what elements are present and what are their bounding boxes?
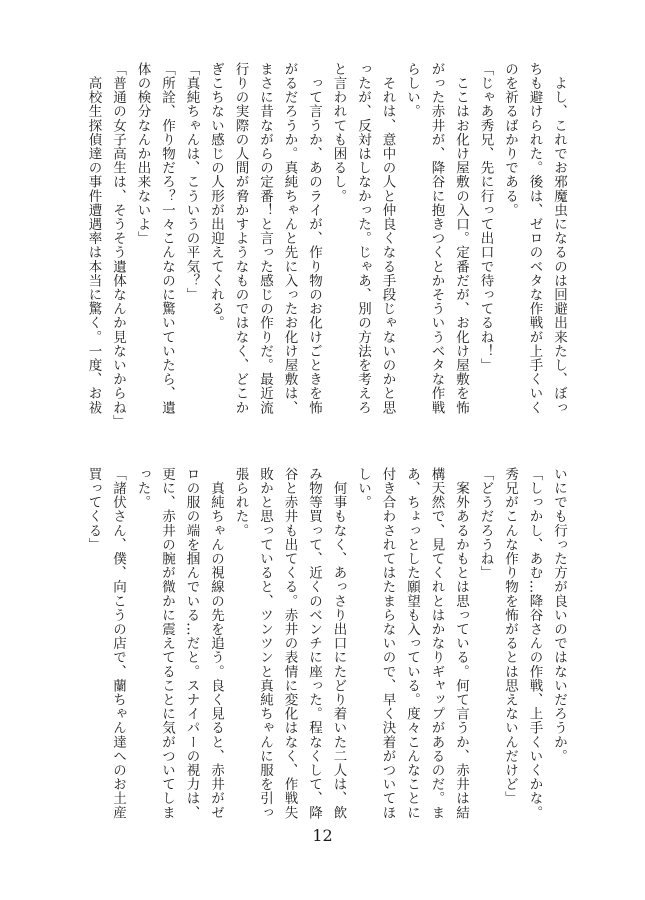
text-line: と言われても困るし。 [330,62,347,203]
text-line: いにでも行った方が良いのではないだろうか。 [551,467,567,764]
text-line: ここはお化け屋敷の入口。定番だが、お化け屋敷を怖 [453,62,469,415]
text-line: 「所詮、作り物だろ？一々こんなのに驚いていたら、遺 [159,62,175,415]
text-line: 「諸伏さん、僕、向こうの店で、蘭ちゃん達へのお土産 [110,467,126,820]
text-line: って言うか、あのライが、作り物のお化けごときを怖 [306,62,322,415]
text-line: 高校生探偵達の事件遭遇率は本当に驚く。一度、お祓 [85,62,102,415]
text-line: よし、これでお邪魔虫になるのは回避出来たし、ぼっ [551,62,567,415]
text-line: がるだろうか。真純ちゃんと先に入ったお化け屋敷は、 [281,62,298,415]
page-number: 12 [312,826,333,845]
text-line: がった赤井が、降谷に抱きつくとかそういうベタな作戦 [428,62,445,415]
text-line: 張られた。 [232,467,249,538]
text-line: 買ってくる」 [85,467,102,552]
text-line: 体の検分なんか出来ないよ」 [134,62,151,246]
text-line: 「どうだろうね」 [477,467,494,580]
text-line: のを祈るばかりである。 [502,62,518,218]
text-line: み物等買って、近くのベンチに座った。程なくして、降 [306,467,322,820]
lower-text-block [75,467,571,857]
text-line: 「真純ちゃんは、こういうの平気？」 [183,62,200,302]
text-line: 「しっかし、あむ…降谷さんの作戦、上手くいくかな。 [526,467,543,820]
text-line: ぎこちない感じの人形が出迎えてくれる。 [208,62,224,330]
text-line: った。 [134,467,151,510]
text-line: 「じゃあ秀兄、先に行って出口で待ってるね！」 [477,62,494,373]
text-line: 行りの実際の人間が脅かすようなものではなく、どこか [232,62,249,415]
text-line: 更に、赤井の腕が微かに震えてることに気がついてしま [159,467,175,820]
text-line: 谷と赤井も出てくる。赤井の表情に変化はなく、作戦失 [281,467,298,820]
text-line: 何事もなく、あっさり出口にたどり着いた二人は、飲 [330,467,347,820]
text-line: らしい。 [404,62,420,119]
text-line: しい。 [355,467,371,510]
text-line: あ、ちょっとした願望も入っている。度々こんなことに [404,467,420,820]
upper-text-block [75,62,571,442]
text-line: それは、意中の人と仲良くなる手段じゃないのかと思 [379,62,396,415]
text-line: まさに昔ながらの定番！と言った感じの作りだ。最近流 [257,62,273,415]
text-line: 秀兄がこんな作り物を怖がるとは思えないんだけど」 [502,467,518,806]
text-line: 「普通の女子高生は、そうそう遺体なんか見ないからね」 [110,62,126,429]
text-line: 付き合わされてはたまらないので、早く決着がついてほ [379,467,396,820]
text-line: 真純ちゃんの視線の先を追う。良く見ると、赤井がゼ [208,467,224,820]
text-line: ロの服の端を掴んでいる…だと。スナイパーの視力は、 [183,467,200,820]
text-line: 案外あるかもとは思っている。何て言うか、赤井は結 [453,467,469,820]
text-line: ちも避けられた。後は、ゼロのベタな作戦が上手くいく [526,62,543,415]
text-line: 敗かと思っていると、ツンツンと真純ちゃんに服を引っ [257,467,273,820]
text-line: ったが、反対はしなかった。じゃあ、別の方法を考えろ [355,62,371,415]
text-line: 構天然で、見てくれとはかなりギャップがあるのだ。ま [428,467,445,820]
